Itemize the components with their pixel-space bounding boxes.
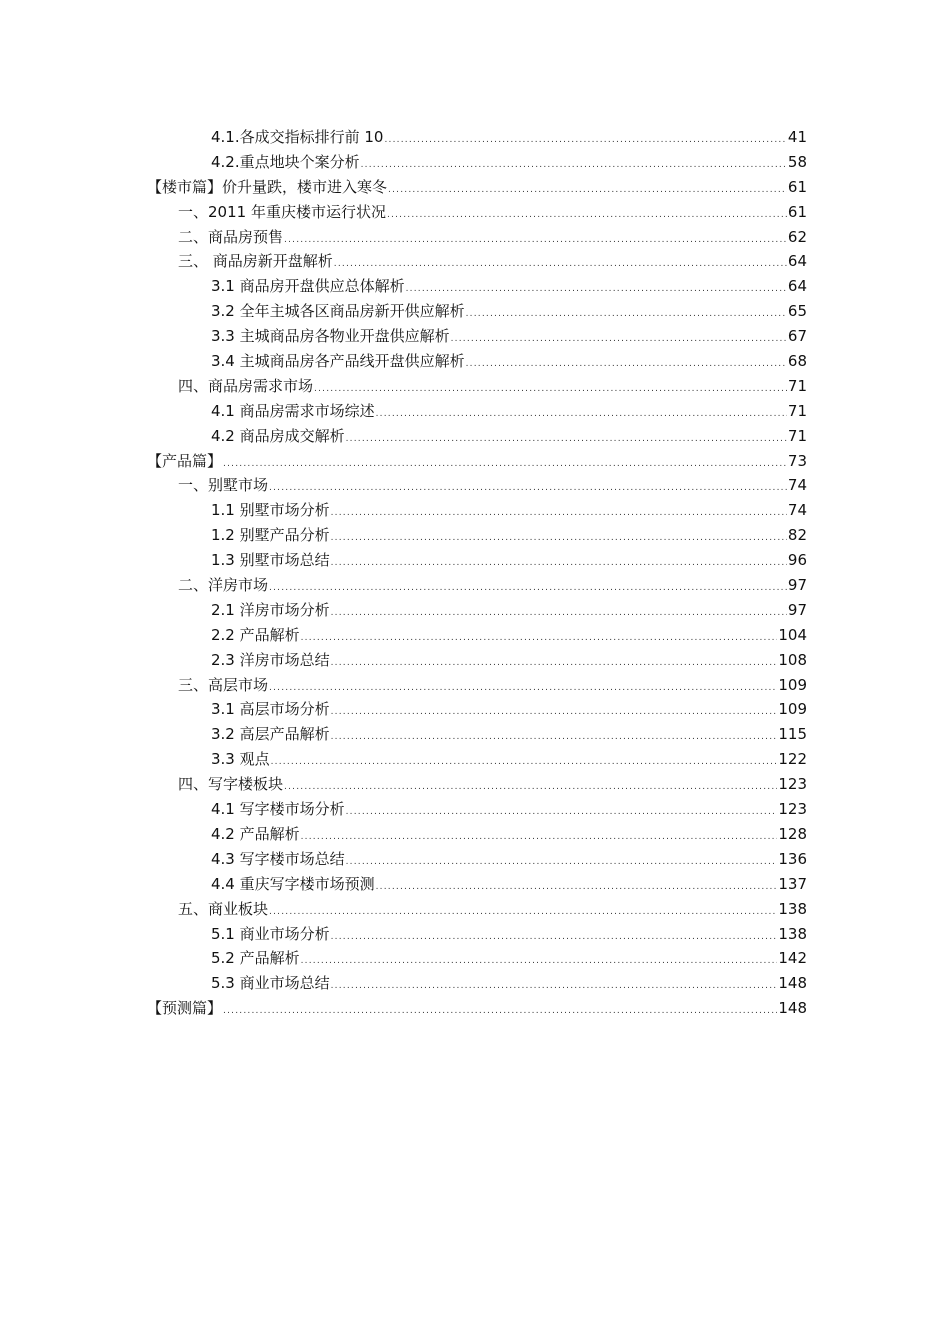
toc-page-number: 71 xyxy=(787,426,807,445)
toc-dot-leader xyxy=(331,551,787,576)
toc-entry[interactable] xyxy=(145,797,807,822)
toc-page-number: 74 xyxy=(787,476,807,495)
toc-dot-leader xyxy=(284,775,777,800)
toc-page-number: 109 xyxy=(778,675,807,694)
toc-page-number: 82 xyxy=(787,526,807,545)
toc-entry[interactable] xyxy=(145,722,807,747)
toc-dot-leader xyxy=(269,900,777,925)
toc-page-number: 64 xyxy=(787,252,807,271)
toc-entry-title: 二、洋房市场 xyxy=(178,576,269,595)
toc-entry-title: 1.2 别墅产品分析 xyxy=(211,526,330,545)
toc-page-number: 71 xyxy=(787,401,807,420)
toc-page-number: 123 xyxy=(778,775,807,794)
toc-entry[interactable] xyxy=(145,399,807,424)
toc-entry[interactable] xyxy=(145,623,807,648)
toc-entry[interactable] xyxy=(145,249,807,274)
toc-dot-leader xyxy=(314,377,787,402)
toc-dot-leader xyxy=(271,750,778,775)
toc-entry[interactable] xyxy=(145,897,807,922)
toc-page-number: 97 xyxy=(787,576,807,595)
toc-page-number: 61 xyxy=(787,202,807,221)
toc-entry[interactable] xyxy=(145,598,807,623)
toc-dot-leader xyxy=(466,302,787,327)
toc-entry[interactable] xyxy=(145,523,807,548)
toc-entry-title: 一、2011 年重庆楼市运行状况 xyxy=(178,202,386,221)
toc-entry[interactable] xyxy=(145,922,807,947)
toc-page-number: 142 xyxy=(778,949,807,968)
toc-entry[interactable] xyxy=(145,200,807,225)
toc-page-number: 104 xyxy=(778,625,807,644)
toc-entry-title: 2.3 洋房市场总结 xyxy=(211,650,330,669)
toc-dot-leader xyxy=(331,501,787,526)
toc-page-number: 61 xyxy=(787,177,807,196)
toc-page-number: 65 xyxy=(787,302,807,321)
toc-page-number: 41 xyxy=(787,128,807,146)
toc-page-number: 138 xyxy=(778,899,807,918)
toc-entry[interactable] xyxy=(145,225,807,250)
toc-dot-leader xyxy=(376,875,778,900)
toc-entry-title: 4.2.重点地块个案分析 xyxy=(211,152,360,171)
toc-page-number: 122 xyxy=(778,750,807,769)
toc-entry-title: 二、商品房预售 xyxy=(178,227,284,246)
toc-entry[interactable] xyxy=(145,946,807,971)
toc-entry-title: 三、 商品房新开盘解析 xyxy=(178,252,333,271)
toc-entry-title: 一、别墅市场 xyxy=(178,476,269,495)
toc-dot-leader xyxy=(223,452,787,477)
toc-entry-title: 4.2 产品解析 xyxy=(211,824,300,843)
toc-entry-title: 【产品篇】 xyxy=(147,451,223,470)
toc-page-number: 148 xyxy=(778,999,807,1018)
toc-entry[interactable] xyxy=(145,125,807,150)
toc-dot-leader xyxy=(466,352,787,377)
toc-entry[interactable] xyxy=(145,374,807,399)
toc-dot-leader xyxy=(331,925,778,950)
toc-entry-title: 3.2 高层产品解析 xyxy=(211,725,330,744)
toc-dot-leader xyxy=(284,228,787,253)
toc-entry[interactable] xyxy=(145,175,807,200)
toc-page-number: 96 xyxy=(787,551,807,570)
toc-entry-title: 3.3 主城商品房各物业开盘供应解析 xyxy=(211,327,450,346)
toc-page-number: 108 xyxy=(778,650,807,669)
toc-dot-leader xyxy=(387,203,787,228)
toc-entry[interactable] xyxy=(145,274,807,299)
toc-dot-leader xyxy=(406,277,787,302)
toc-dot-leader xyxy=(331,725,778,750)
toc-dot-leader xyxy=(376,402,787,427)
toc-dot-leader xyxy=(301,626,778,651)
toc-entry[interactable] xyxy=(145,772,807,797)
toc-entry[interactable] xyxy=(145,971,807,996)
toc-entry[interactable] xyxy=(145,573,807,598)
toc-entry-title: 4.1 商品房需求市场综述 xyxy=(211,401,375,420)
toc-entry-title: 四、商品房需求市场 xyxy=(178,376,314,395)
toc-dot-leader xyxy=(331,974,778,999)
toc-entry-title: 5.3 商业市场总结 xyxy=(211,974,330,993)
toc-entry-title: 5.1 商业市场分析 xyxy=(211,924,330,943)
toc-entry-title: 5.2 产品解析 xyxy=(211,949,300,968)
toc-page-number: 64 xyxy=(787,277,807,296)
toc-page-number: 137 xyxy=(778,874,807,893)
toc-entry[interactable] xyxy=(145,424,807,449)
toc-entry-title: 【预测篇】 xyxy=(147,999,223,1018)
toc-entry-title: 2.2 产品解析 xyxy=(211,625,300,644)
toc-entry-title: 【楼市篇】价升量跌，楼市进入寒冬 xyxy=(147,177,388,196)
toc-entry-title: 三、高层市场 xyxy=(178,675,269,694)
toc-entry[interactable] xyxy=(145,349,807,374)
toc-entry[interactable] xyxy=(145,872,807,897)
toc-entry[interactable] xyxy=(145,697,807,722)
toc-entry[interactable] xyxy=(145,648,807,673)
toc-entry[interactable] xyxy=(145,324,807,349)
toc-page-number: 123 xyxy=(778,800,807,819)
toc-dot-leader xyxy=(361,153,787,178)
toc-entry[interactable] xyxy=(145,548,807,573)
toc-page-number: 71 xyxy=(787,376,807,395)
toc-page-number: 128 xyxy=(778,824,807,843)
toc-entry-title: 1.1 别墅市场分析 xyxy=(211,501,330,520)
toc-dot-leader xyxy=(269,476,787,501)
toc-dot-leader xyxy=(384,128,786,153)
toc-dot-leader xyxy=(346,850,778,875)
toc-entry[interactable] xyxy=(145,822,807,847)
toc-entry[interactable] xyxy=(145,150,807,175)
toc-page-number: 109 xyxy=(778,700,807,719)
toc-entry-title: 4.2 商品房成交解析 xyxy=(211,426,345,445)
toc-page-number: 74 xyxy=(787,501,807,520)
toc-dot-leader xyxy=(331,601,787,626)
toc-dot-leader xyxy=(331,526,787,551)
toc-dot-leader xyxy=(331,700,778,725)
toc-dot-leader xyxy=(269,576,787,601)
toc-dot-leader xyxy=(269,676,777,701)
toc-entry-title: 3.1 高层市场分析 xyxy=(211,700,330,719)
toc-entry-title: 3.2 全年主城各区商品房新开供应解析 xyxy=(211,302,465,321)
toc-dot-leader xyxy=(388,178,787,203)
toc-entry[interactable] xyxy=(145,449,807,474)
toc-entry[interactable] xyxy=(145,473,807,498)
toc-entry-title: 4.4 重庆写字楼市场预测 xyxy=(211,874,375,893)
table-of-contents xyxy=(145,125,807,1021)
toc-entry[interactable] xyxy=(145,747,807,772)
toc-dot-leader xyxy=(223,999,777,1024)
toc-page-number: 58 xyxy=(787,152,807,171)
toc-dot-leader xyxy=(301,825,778,850)
toc-entry-title: 3.1 商品房开盘供应总体解析 xyxy=(211,277,405,296)
toc-dot-leader xyxy=(331,651,778,676)
toc-entry-title: 3.3 观点 xyxy=(211,750,270,769)
toc-entry-title: 4.1 写字楼市场分析 xyxy=(211,800,345,819)
toc-page-number: 97 xyxy=(787,600,807,619)
toc-entry-title: 4.1.各成交指标排行前 10 xyxy=(211,128,384,146)
toc-entry-title: 五、商业板块 xyxy=(178,899,269,918)
toc-dot-leader xyxy=(301,949,778,974)
toc-entry[interactable] xyxy=(145,299,807,324)
toc-page-number: 67 xyxy=(787,327,807,346)
toc-entry-title: 四、写字楼板块 xyxy=(178,775,284,794)
toc-page-number: 68 xyxy=(787,352,807,371)
toc-dot-leader xyxy=(346,800,778,825)
toc-page-number: 148 xyxy=(778,974,807,993)
toc-page-number: 136 xyxy=(778,849,807,868)
toc-dot-leader xyxy=(451,327,787,352)
toc-page-number: 138 xyxy=(778,924,807,943)
toc-page-number: 62 xyxy=(787,227,807,246)
toc-entry[interactable] xyxy=(145,996,807,1021)
toc-entry[interactable] xyxy=(145,498,807,523)
toc-entry-title: 4.3 写字楼市场总结 xyxy=(211,849,345,868)
toc-entry[interactable] xyxy=(145,847,807,872)
toc-entry[interactable] xyxy=(145,673,807,698)
toc-dot-leader xyxy=(334,252,787,277)
toc-page-number: 115 xyxy=(778,725,807,744)
toc-entry-title: 1.3 别墅市场总结 xyxy=(211,551,330,570)
toc-entry-title: 3.4 主城商品房各产品线开盘供应解析 xyxy=(211,352,465,371)
toc-entry-title: 2.1 洋房市场分析 xyxy=(211,600,330,619)
toc-page-number: 73 xyxy=(787,451,807,470)
toc-dot-leader xyxy=(346,427,787,452)
